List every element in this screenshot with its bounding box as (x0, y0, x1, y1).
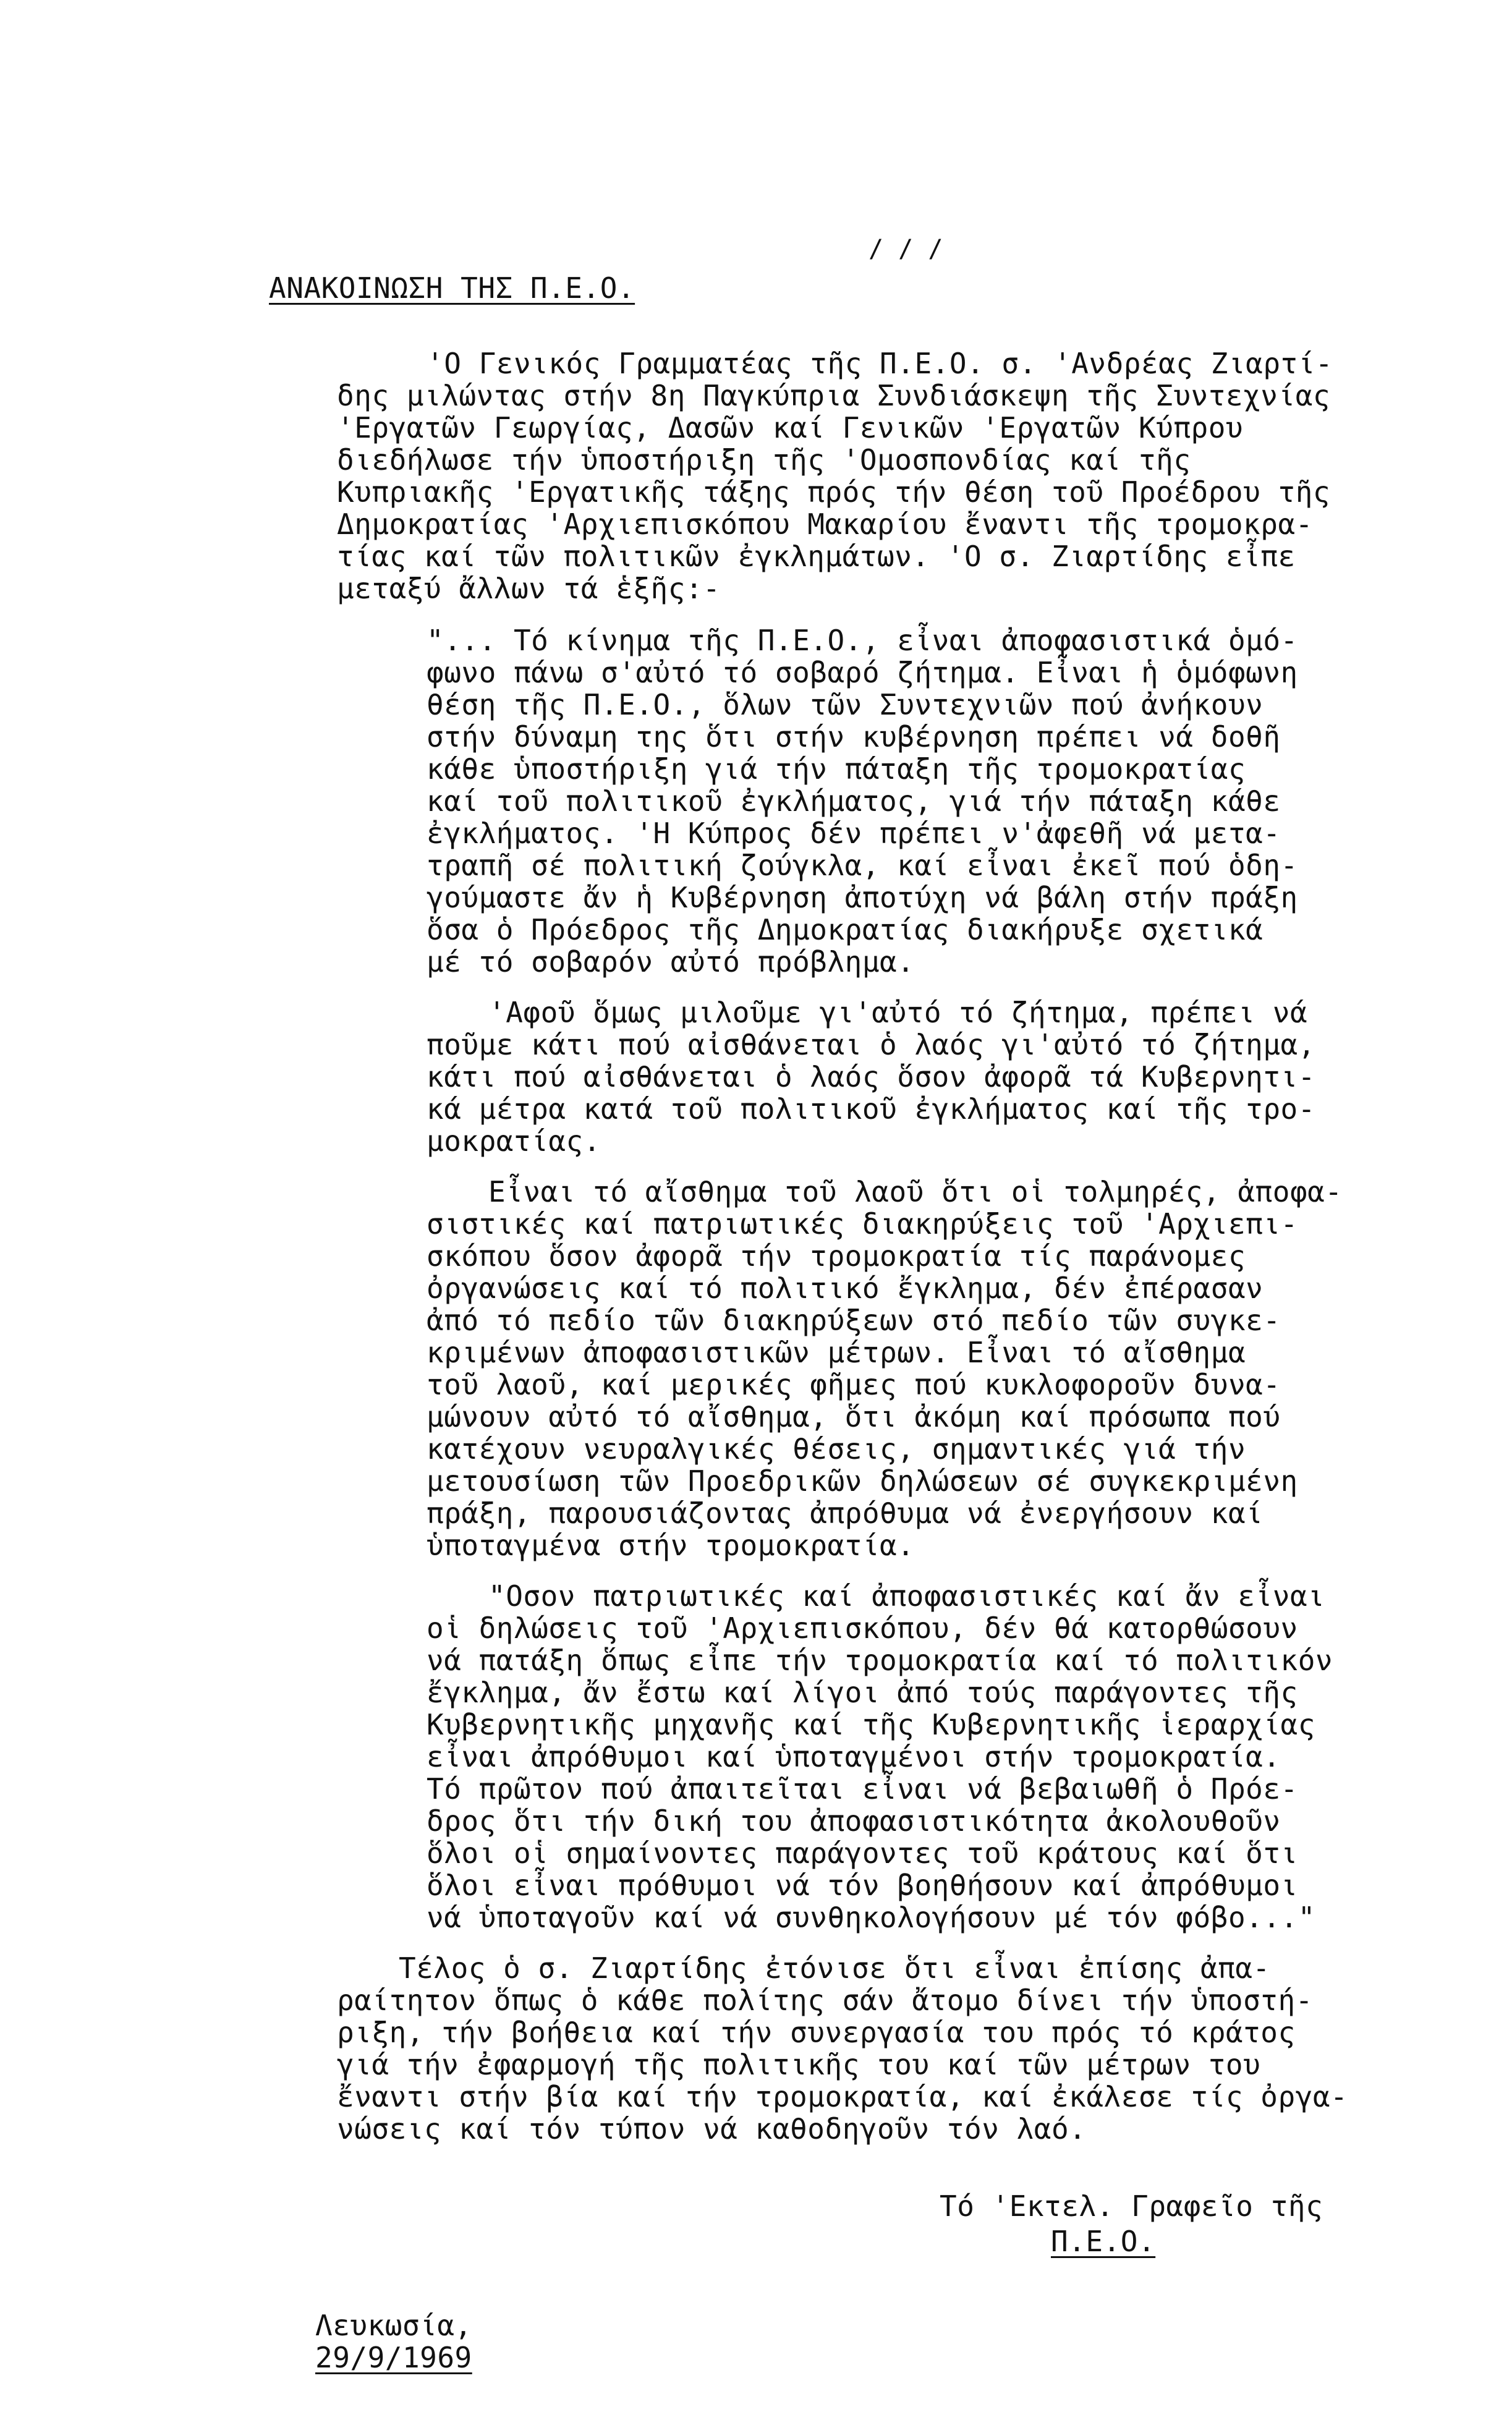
text-line: τραπῆ σέ πολιτική ζούγκλα, καί εἶναι ἐκεῖ πού ὁδη- (427, 849, 1298, 882)
signature-organization: Π.Ε.Ο. (1051, 2225, 1156, 2258)
text-line: ὅλοι εἶναι πρόθυμοι νά τόν βοηθήσουν καί ἀπρόθυμοι (427, 1869, 1298, 1902)
text-line: Εἶναι τό αἴσθημα τοῦ λαοῦ ὅτι οἱ τολμηρές, ἀποφα- (488, 1175, 1343, 1208)
text-line: κατέχουν νευραλγικές θέσεις, σημαντικές γιά τήν (427, 1432, 1246, 1466)
text-line: τίας καί τῶν πολιτικῶν ἐγκλημάτων. 'Ο σ. Ζιαρτίδης εἶπε (337, 540, 1296, 573)
text-line: καί τοῦ πολιτικοῦ ἐγκλήματος, γιά τήν πάταξη κάθε (427, 784, 1281, 818)
text-line: πράξη, παρουσιάζοντας ἀπρόθυμα νά ἐνεργήσουν καί (427, 1497, 1264, 1530)
text-line: φωνο πάνω σ'αὐτό τό σοβαρό ζήτημα. Εἶναι ἡ ὁμόφωνη (427, 656, 1298, 689)
text-line: κά μέτρα κατά τοῦ πολιτικοῦ ἐγκλήματος καί τῆς τρο- (427, 1092, 1315, 1126)
text-line: θέση τῆς Π.Ε.Ο., ὅλων τῶν Συντεχνιῶν πού ἀνήκουν (427, 688, 1264, 721)
text-line: κριμένων ἀποφασιστικῶν μέτρων. Εἶναι τό αἴσθημα (427, 1336, 1246, 1369)
date: 29/9/1969 (315, 2341, 472, 2374)
text-line: δης μιλώντας στήν 8η Παγκύπρια Συνδιάσκεψη τῆς Συντεχνίας (337, 379, 1331, 412)
text-line: γούμαστε ἄν ἡ Κυβέρνηση ἀποτύχη νά βάλη στήν πράξη (427, 881, 1298, 914)
text-line: γιά τήν ἐφαρμογή τῆς πολιτικῆς του καί τῶν μέτρων του (337, 2048, 1261, 2081)
text-line: μοκρατίας. (427, 1124, 601, 1158)
page-title: ΑΝΑΚΟΙΝΩΣΗ ΤΗΣ Π.Ε.Ο. (269, 271, 635, 305)
text-line: δρος ὅτι τήν δική του ἀποφασιστικότητα ἀκολουθοῦν (427, 1804, 1281, 1838)
text-line: Δημοκρατίας 'Αρχιεπισκόπου Μακαρίου ἔναντι τῆς τρομοκρα- (337, 507, 1313, 541)
text-line: εἶναι ἀπρόθυμοι καί ὑποταγμένοι στήν τρομοκρατία. (427, 1740, 1281, 1773)
text-line: νώσεις καί τόν τύπον νά καθοδηγοῦν τόν λαό. (337, 2112, 1087, 2146)
text-line: Κυπριακῆς 'Εργατικῆς τάξης πρός τήν θέση τοῦ Προέδρου τῆς (337, 475, 1331, 509)
text-line: ἐγκλήματος. 'Η Κύπρος δέν πρέπει ν'ἀφεθῆ νά μετα- (427, 817, 1281, 850)
text-line: ποῦμε κάτι πού αἰσθάνεται ὁ λαός γι'αὐτό τό ζήτημα, (427, 1028, 1315, 1061)
text-line: ἔναντι στήν βία καί τήν τρομοκρατία, καί ἐκάλεσε τίς ὀργα- (337, 2080, 1348, 2113)
signature-office: Τό 'Εκτελ. Γραφεῖο τῆς (940, 2189, 1323, 2223)
text-line: διεδήλωσε τήν ὑποστήριξη τῆς 'Ομοσπονδίας καί τῆς (337, 443, 1191, 477)
text-line: ὅλοι οἱ σημαίνοντες παράγοντες τοῦ κράτους καί ὅτι (427, 1836, 1298, 1870)
stray-marks: / / / (869, 235, 943, 263)
text-line: 'Αφοῦ ὅμως μιλοῦμε γι'αὐτό τό ζήτημα, πρέπει νά (488, 996, 1308, 1029)
text-line: 'Ο Γενικός Γραμματέας τῆς Π.Ε.Ο. σ. 'Ανδρέας Ζιαρτί- (427, 347, 1333, 380)
text-line: νά πατάξη ὅπως εἶπε τήν τρομοκρατία καί τό πολιτικόν (427, 1644, 1333, 1677)
text-line: ἀπό τό πεδίο τῶν διακηρύξεων στό πεδίο τῶν συγκε- (427, 1304, 1281, 1337)
text-line: νά ὑποταγοῦν καί νά συνθηκολογήσουν μέ τόν φόβο..." (427, 1901, 1315, 1934)
text-line: μεταξύ ἄλλων τά ἑξῆς:- (337, 572, 721, 605)
text-line: μώνουν αὐτό τό αἴσθημα, ὅτι ἀκόμη καί πρόσωπα πού (427, 1400, 1281, 1433)
text-line: ραίτητον ὅπως ὁ κάθε πολίτης σάν ἄτομο δίνει τήν ὑποστή- (337, 1984, 1313, 2017)
text-line: ὑποταγμένα στήν τρομοκρατία. (427, 1529, 915, 1562)
text-line: ἔγκλημα, ἄν ἔστω καί λίγοι ἀπό τούς παράγοντες τῆς (427, 1676, 1298, 1709)
text-line: ριξη, τήν βοήθεια καί τήν συνεργασία του πρός τό κράτος (337, 2016, 1296, 2049)
text-line: κάθε ὑποστήριξη γιά τήν πάταξη τῆς τρομοκρατίας (427, 752, 1246, 786)
text-line: σιστικές καί πατριωτικές διακηρύξεις τοῦ 'Αρχιεπι- (427, 1207, 1298, 1241)
text-line: "... Τό κίνημα τῆς Π.Ε.Ο., εἶναι ἀποφασιστικά ὁμό- (427, 624, 1298, 657)
text-line: σκόπου ὅσον ἀφορᾶ τήν τρομοκρατία τίς παράνομες (427, 1239, 1246, 1273)
text-line: οἱ δηλώσεις τοῦ 'Αρχιεπισκόπου, δέν θά κατορθώσουν (427, 1611, 1298, 1645)
text-line: κάτι πού αἰσθάνεται ὁ λαός ὅσον ἀφορᾶ τά Κυβερνητι- (427, 1060, 1315, 1093)
text-line: ὅσα ὁ Πρόεδρος τῆς Δημοκρατίας διακήρυξε σχετικά (427, 913, 1264, 946)
text-line: στήν δύναμη της ὅτι στήν κυβέρνηση πρέπει νά δοθῆ (427, 720, 1281, 754)
text-line: τοῦ λαοῦ, καί μερικές φῆμες πού κυκλοφοροῦν δυνα- (427, 1368, 1281, 1401)
text-line: μέ τό σοβαρόν αὐτό πρόβλημα. (427, 945, 915, 979)
text-line: ὀργανώσεις καί τό πολιτικό ἔγκλημα, δέν ἐπέρασαν (427, 1272, 1264, 1305)
text-line: "Οσον πατριωτικές καί ἀποφασιστικές καί ἄν εἶναι (488, 1579, 1325, 1613)
text-line: 'Εργατῶν Γεωργίας, Δασῶν καί Γενικῶν 'Εργατῶν Κύπρου (337, 411, 1244, 444)
text-line: Κυβερνητικῆς μηχανῆς καί τῆς Κυβερνητικῆς ἱεραρχίας (427, 1708, 1315, 1741)
text-line: μετουσίωση τῶν Προεδρικῶν δηλώσεων σέ συγκεκριμένη (427, 1464, 1298, 1498)
place: Λευκωσία, (315, 2309, 472, 2342)
text-line: Τό πρῶτον πού ἀπαιτεῖται εἶναι νά βεβαιωθῆ ὁ Πρόε- (427, 1772, 1298, 1806)
text-line: Τέλος ὁ σ. Ζιαρτίδης ἐτόνισε ὅτι εἶναι ἐπίσης ἀπα- (399, 1951, 1270, 1985)
